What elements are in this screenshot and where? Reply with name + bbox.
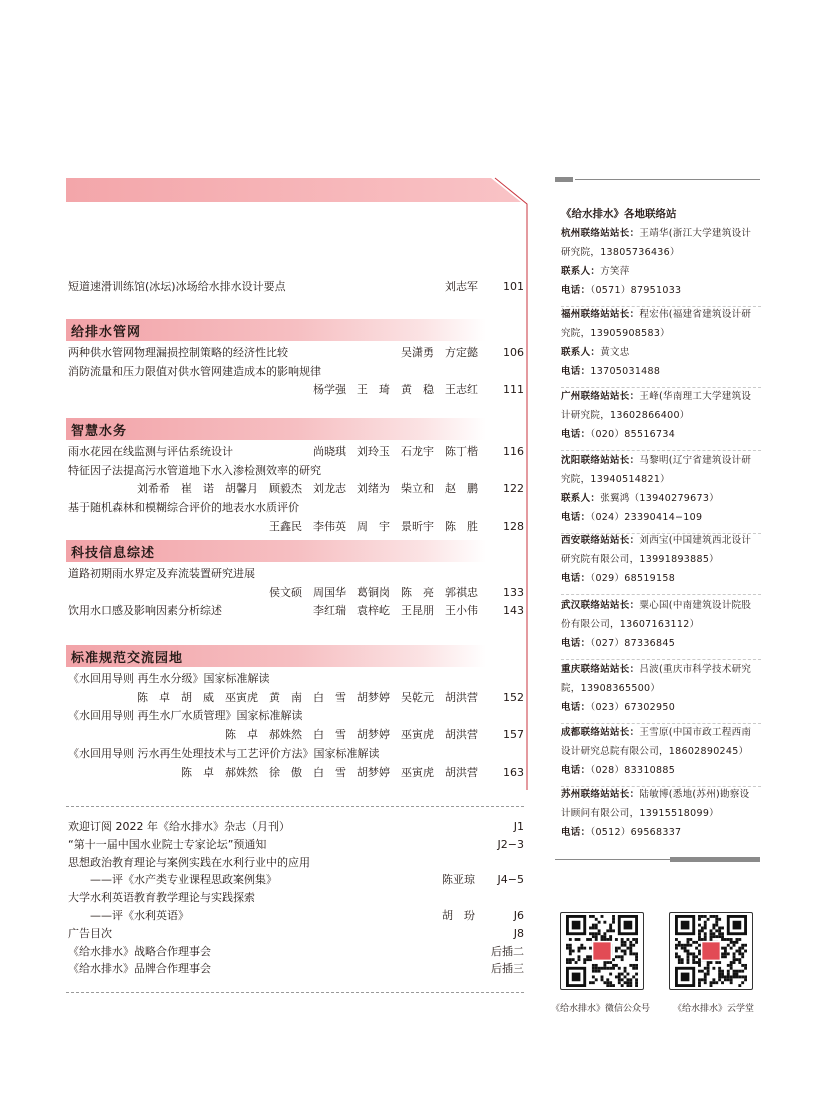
station-line <box>561 550 766 569</box>
extra-entry[interactable] <box>66 907 524 925</box>
entry-page-number: J2−3 <box>497 837 524 851</box>
entry-title: 道路初期雨水界定及弃流装置研究进展 <box>68 567 255 580</box>
station-text: （0571）87951033 <box>590 285 682 296</box>
station-line <box>561 262 766 281</box>
station-block <box>561 723 766 780</box>
entry-authors: 杨学强 王 琦 黄 稳 王志红 <box>313 383 478 397</box>
entry-title: 《给水排水》品牌合作理事会 <box>68 962 211 976</box>
station-line <box>561 281 766 300</box>
entry-authors: 陈亚琼 <box>442 873 475 887</box>
station-line <box>561 305 766 324</box>
station-text: 究院，13940514821） <box>561 474 670 485</box>
station-line <box>561 804 766 823</box>
divider <box>66 806 524 807</box>
station-text: 设计研究总院有限公司，18602890245） <box>561 746 749 757</box>
station-text: 方笑萍 <box>600 266 630 277</box>
extra-entry[interactable] <box>66 836 524 854</box>
extra-entry[interactable] <box>66 818 524 836</box>
station-label: 联系人： <box>561 493 601 504</box>
entry-title: 消防流量和压力限值对供水管网建造成本的影响规律 <box>68 364 321 378</box>
station-label: 广州联络站站长： <box>561 391 640 402</box>
entry-authors: 陈 卓 胡 威 巫寅虎 黄 南 白 雪 胡梦婷 吴乾元 胡洪营 <box>137 690 478 704</box>
station-text: 究院，13905908583） <box>561 328 670 339</box>
toc-entry[interactable] <box>66 602 524 620</box>
station-block <box>561 596 766 653</box>
station-text: 王峰(华南理工大学建筑设 <box>639 391 752 402</box>
station-text: 研究院有限公司，13991893885） <box>561 554 719 565</box>
section-title: 科技信息综述 <box>71 546 156 561</box>
station-text: （023）67302950 <box>590 702 676 713</box>
extra-entry[interactable] <box>66 925 524 943</box>
station-line <box>561 785 766 804</box>
entry-title: 《水回用导则 污水再生处理技术与工艺评价方法》国家标准解读 <box>68 746 380 760</box>
table-of-contents <box>66 0 528 1099</box>
station-text: 吕波(重庆市科学技术研究 <box>639 664 752 675</box>
section-title: 智慧水务 <box>71 424 128 439</box>
toc-entry[interactable] <box>66 480 524 498</box>
station-text: （029）68519158 <box>590 573 676 584</box>
toc-entry[interactable] <box>66 584 524 602</box>
entry-authors: 尚晓琪 刘玲玉 石龙宇 陈丁楷 <box>313 445 478 458</box>
entry-title: “第十一届中国水业院士专家论坛”预通知 <box>68 837 267 851</box>
toc-entry[interactable] <box>66 363 524 381</box>
entry-title: 广告目次 <box>68 926 112 940</box>
station-block <box>561 387 766 444</box>
entry-authors: 刘希希 崔 诺 胡馨月 顾毅杰 刘龙志 刘绪为 柴立和 赵 鹏 <box>137 482 478 496</box>
station-line <box>561 387 766 406</box>
entry-page-number: 116 <box>503 445 524 458</box>
station-label: 电话： <box>561 827 591 838</box>
toc-entry[interactable] <box>66 518 524 536</box>
station-block <box>561 224 766 300</box>
entry-page-number: 122 <box>503 482 524 496</box>
station-line <box>561 224 766 243</box>
station-line <box>561 508 766 527</box>
station-text: 份有限公司，13607163112） <box>561 619 700 630</box>
entry-page-number: J6 <box>513 909 524 922</box>
station-text: 陆敏博(悉地(苏州)勘察设 <box>639 789 750 800</box>
stations-heading: 《给水排水》各地联络站 <box>561 208 677 220</box>
station-label: 杭州联络站站长： <box>561 228 640 239</box>
toc-entry[interactable] <box>66 689 524 707</box>
entry-title: 饮用水口感及影响因素分析综述 <box>68 604 222 618</box>
station-line <box>561 470 766 489</box>
qr-code-wechat-icon[interactable] <box>566 915 638 987</box>
station-text: （0512）69568337 <box>590 827 682 838</box>
toc-entry[interactable] <box>66 745 524 763</box>
station-text: 计顾问有限公司，13915518099） <box>561 808 719 819</box>
station-text: 研究院，13805736436） <box>561 247 680 258</box>
entry-title: 《水回用导则 再生水分级》国家标准解读 <box>68 672 270 685</box>
station-line <box>561 406 766 425</box>
toc-entry[interactable] <box>66 344 524 362</box>
station-line <box>561 362 766 381</box>
station-label: 武汉联络站站长： <box>561 600 640 611</box>
station-line <box>561 489 766 508</box>
station-line <box>561 761 766 780</box>
station-block <box>561 305 766 381</box>
station-block <box>561 531 766 588</box>
toc-entry[interactable] <box>66 462 524 480</box>
entry-title: 思想政治教育理论与案例实践在水利行业中的应用 <box>68 855 310 869</box>
entry-authors: 刘志军 <box>445 280 478 293</box>
entry-page-number: 101 <box>503 280 524 293</box>
entry-title: 《水回用导则 再生水厂水质管理》国家标准解读 <box>68 709 303 723</box>
station-text: 计研究院，13602866400） <box>561 410 690 421</box>
section-header <box>66 319 486 341</box>
section-header <box>66 645 486 667</box>
station-line <box>561 615 766 634</box>
station-line <box>561 634 766 653</box>
toc-entry[interactable] <box>66 381 524 399</box>
entry-page-number: J8 <box>513 926 524 940</box>
entry-page-number: 133 <box>503 585 524 599</box>
toc-entry[interactable] <box>66 499 524 517</box>
station-line <box>561 723 766 742</box>
station-text: （028）83310885 <box>590 765 676 776</box>
toc-entry[interactable] <box>66 443 524 461</box>
entry-page-number: 152 <box>503 690 524 704</box>
station-block <box>561 785 766 842</box>
station-label: 电话： <box>561 765 591 776</box>
station-line <box>561 343 766 362</box>
station-text: 王雪原(中国市政工程西南 <box>639 727 752 738</box>
station-line <box>561 823 766 842</box>
extra-entry[interactable] <box>66 889 524 907</box>
station-text: （027）87336845 <box>590 638 676 649</box>
entry-page-number: 128 <box>503 519 524 533</box>
station-line <box>561 243 766 262</box>
entry-title: 两种供水管网物理漏损控制策略的经济性比较 <box>68 346 288 359</box>
toc-entry[interactable] <box>66 278 524 296</box>
section-header <box>66 540 486 562</box>
station-line <box>561 425 766 444</box>
station-text: （020）85516734 <box>590 429 676 440</box>
entry-authors: 吴潇勇 方定懿 <box>401 346 478 359</box>
entry-page-number: 157 <box>503 728 524 742</box>
entry-title: 《给水排水》战略合作理事会 <box>68 944 211 958</box>
station-label: 苏州联络站站长： <box>561 789 640 800</box>
qr-caption-cloud: 《给水排水》云学堂 <box>673 1004 755 1014</box>
entry-page-number: 111 <box>503 383 524 397</box>
qr-code-cloud-icon[interactable] <box>675 915 747 987</box>
entry-title: 雨水花园在线监测与评估系统设计 <box>68 445 233 458</box>
station-label: 福州联络站站长： <box>561 309 640 320</box>
station-divider <box>561 594 761 595</box>
entry-page-number: J1 <box>513 820 524 833</box>
station-text: 马黎明(辽宁省建筑设计研 <box>639 455 752 466</box>
station-label: 电话： <box>561 702 591 713</box>
station-text: （024）23390414−109 <box>590 512 703 523</box>
station-line <box>561 324 766 343</box>
station-label: 西安联络站站长： <box>561 535 640 546</box>
qr-caption-wechat: 《给水排水》微信公众号 <box>551 1004 651 1014</box>
station-line <box>561 531 766 550</box>
station-line <box>561 679 766 698</box>
station-label: 电话： <box>561 512 591 523</box>
entry-page-number: 后插二 <box>491 944 524 958</box>
entry-authors: 李红瑞 袁梓屹 王昆朋 王小伟 <box>313 604 478 618</box>
extra-entry[interactable] <box>66 854 524 872</box>
station-line <box>561 596 766 615</box>
divider <box>66 992 524 993</box>
station-text: 程宏伟(福建省建筑设计研 <box>639 309 752 320</box>
station-line <box>561 451 766 470</box>
entry-page-number: 163 <box>503 765 524 779</box>
extra-entry[interactable] <box>66 943 524 961</box>
station-line <box>561 569 766 588</box>
entry-authors: 陈 卓 郝姝然 徐 傲 白 雪 胡梦婷 巫寅虎 胡洪营 <box>181 765 478 779</box>
station-label: 电话： <box>561 573 591 584</box>
extra-entry[interactable] <box>66 871 524 889</box>
entry-title: 欢迎订阅 2022 年《给水排水》杂志（月刊） <box>68 820 290 833</box>
entry-page-number: J4−5 <box>497 873 524 887</box>
station-label: 电话： <box>561 366 591 377</box>
station-label: 联系人： <box>561 266 601 277</box>
entry-title: 基于随机森林和模糊综合评价的地表水水质评价 <box>68 501 299 515</box>
station-text: 王靖华(浙江大学建筑设计 <box>639 228 752 239</box>
entry-page-number: 后插三 <box>491 962 524 976</box>
section-title: 标准规范交流园地 <box>71 651 184 666</box>
station-line <box>561 660 766 679</box>
station-label: 电话： <box>561 638 591 649</box>
station-text: 院，13908365500） <box>561 683 661 694</box>
station-block <box>561 660 766 717</box>
entry-authors: 陈 卓 郝姝然 白 雪 胡梦婷 巫寅虎 胡洪营 <box>225 728 478 742</box>
station-text: 13705031488 <box>590 366 661 377</box>
toc-entry[interactable] <box>66 707 524 725</box>
entry-page-number: 143 <box>503 604 524 618</box>
station-text: 张翼鸿（13940279673） <box>600 493 719 504</box>
entry-authors: 侯文硕 周国华 葛铜岗 陈 亮 郭祺忠 <box>269 585 478 599</box>
station-label: 成都联络站站长： <box>561 727 640 738</box>
entry-title: ——评《水利英语》 <box>68 909 189 922</box>
entry-title: 短道速滑训练馆(冰坛)冰场给水排水设计要点 <box>68 280 286 293</box>
station-text: 粟心国(中南建筑设计院股 <box>639 600 752 611</box>
stations-top-rule <box>555 177 760 182</box>
station-label: 电话： <box>561 285 591 296</box>
entry-authors: 王鑫民 李伟英 周 宇 景昕宇 陈 胜 <box>269 519 478 533</box>
station-label: 联系人： <box>561 347 601 358</box>
station-label: 沈阳联络站站长： <box>561 455 640 466</box>
station-text: 刘西宝(中国建筑西北设计 <box>639 535 752 546</box>
station-line <box>561 698 766 717</box>
toc-entry[interactable] <box>66 764 524 782</box>
section-title: 给排水管网 <box>71 325 142 340</box>
station-text: 黄文忠 <box>600 347 630 358</box>
station-label: 电话： <box>561 429 591 440</box>
toc-entry[interactable] <box>66 726 524 744</box>
toc-entry[interactable] <box>66 670 524 688</box>
extra-entry[interactable] <box>66 960 524 978</box>
stations-bottom-rule <box>555 857 760 862</box>
entry-authors: 胡 玢 <box>442 909 475 922</box>
entry-title: ——评《水产类专业课程思政案例集》 <box>68 873 277 887</box>
entry-title: 大学水利英语教育教学理论与实践探索 <box>68 891 255 905</box>
station-block <box>561 451 766 527</box>
station-label: 重庆联络站站长： <box>561 664 640 675</box>
station-line <box>561 742 766 761</box>
entry-page-number: 106 <box>503 346 524 359</box>
entry-title: 特征因子法提高污水管道地下水入渗检测效率的研究 <box>68 463 321 477</box>
toc-entry[interactable] <box>66 565 524 583</box>
section-header <box>66 418 486 440</box>
